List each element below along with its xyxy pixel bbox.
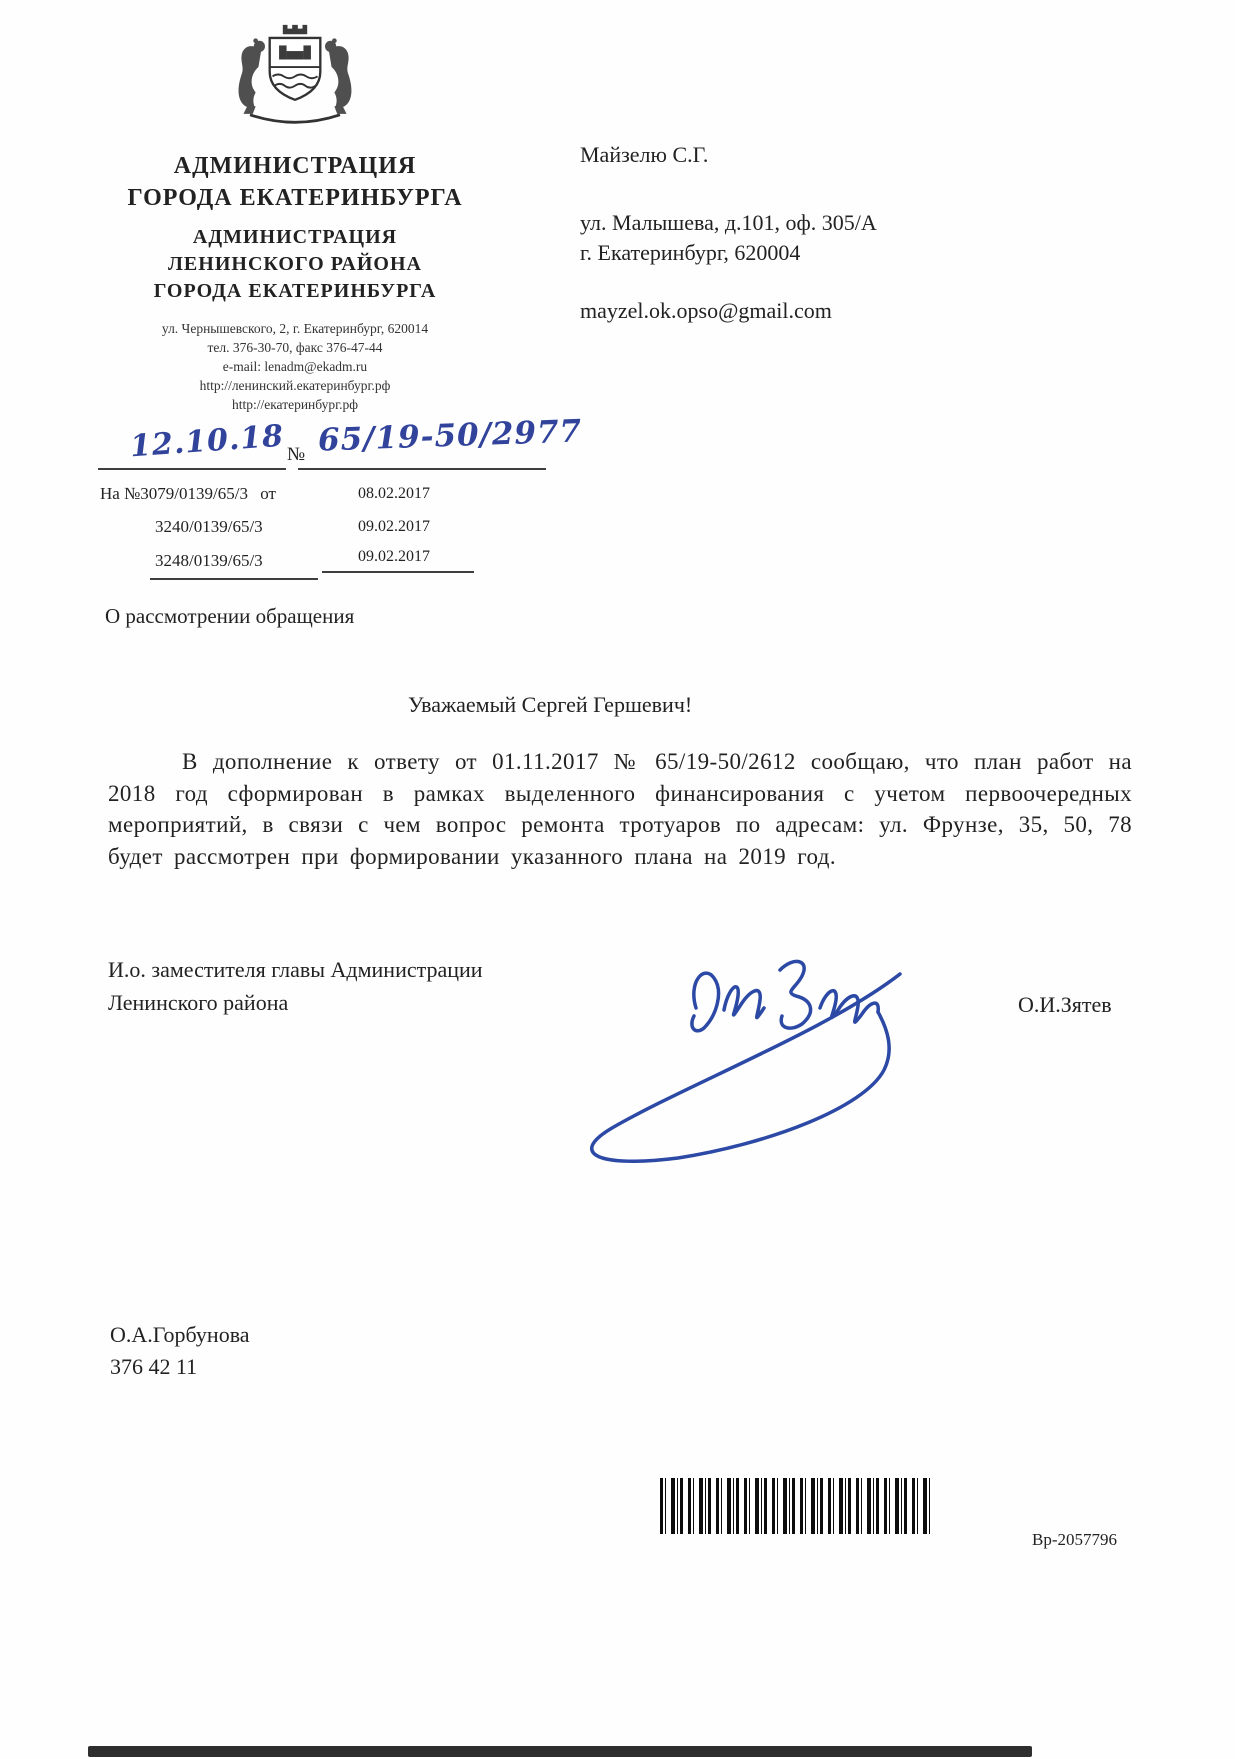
org-subtitle-line: ЛЕНИНСКОГО РАЙОНА — [168, 253, 422, 275]
in-reply-row — [100, 484, 276, 504]
org-email: e-mail: lenadm@ekadm.ru — [222, 359, 368, 374]
in-reply-label: На № — [100, 484, 141, 503]
barcode-label: Вр-2057796 — [1032, 1530, 1117, 1549]
recipient-address-line1: ул. Малышева, д.101, оф. 305/А — [580, 210, 877, 235]
signer-position-line1: И.о. заместителя главы Администрации — [108, 957, 483, 982]
ot-label: от — [260, 484, 276, 503]
crown-icon — [283, 25, 307, 34]
in-reply-date: 08.02.2017 — [358, 485, 430, 502]
barcode — [660, 1478, 932, 1534]
signer-position-line2: Ленинского района — [108, 990, 289, 1015]
salutation: Уважаемый Сергей Гершевич! — [408, 692, 693, 717]
in-reply-number: 3248/0139/65/3 — [155, 551, 263, 570]
number-sign-label: № — [287, 444, 306, 465]
in-reply-number: 3079/0139/65/3 — [140, 484, 248, 503]
org-subtitle-line: ГОРОДА ЕКАТЕРИНБУРГА — [153, 280, 437, 302]
recipient-address-line2: г. Екатеринбург, 620004 — [580, 240, 801, 265]
ref-underline — [298, 468, 546, 470]
org-subtitle-line: АДМИНИСТРАЦИЯ — [192, 226, 398, 248]
bear-supporter-right — [325, 38, 351, 113]
body-paragraph: В дополнение к ответу от 01.11.2017 № 65/19-50/2612 сообщаю, что план работ на 2018 год сформирован в рамках выделенного финансирования с учетом первоочередных мероприятий, в связи с чем вопрос ремонта тротуаров по адресам: ул. Фрунзе, 35, 50, 78 будет рассмотрен при формировании указанного плана на 2019 год. — [108, 749, 1132, 869]
org-website-district: http://ленинский.екатеринбург.рф — [199, 378, 391, 393]
subject-line: О рассмотрении обращения — [105, 604, 355, 628]
org-website-city: http://екатеринбург.рф — [231, 397, 359, 412]
org-title-line: АДМИНИСТРАЦИЯ — [173, 153, 417, 179]
recipient-name: Майзелю С.Г. — [580, 142, 709, 167]
org-title-line: ГОРОДА ЕКАТЕРИНБУРГА — [127, 185, 463, 211]
org-phone: тел. 376-30-70, факс 376-47-44 — [207, 340, 383, 355]
handwritten-date: 12.10.18 — [128, 418, 286, 465]
ref-underline — [150, 578, 318, 580]
executor-phone: 376 42 11 — [110, 1354, 198, 1379]
in-reply-date: 09.02.2017 — [358, 548, 430, 565]
bear-supporter-left — [239, 38, 265, 113]
handwritten-outgoing-number: 65/19-50/2977 — [317, 413, 583, 459]
org-address: ул. Чернышевского, 2, г. Екатеринбург, 620014 — [161, 321, 429, 336]
in-reply-date: 09.02.2017 — [358, 518, 430, 535]
ref-underline — [98, 468, 286, 470]
ribbon-icon — [250, 115, 340, 123]
in-reply-number: 3240/0139/65/3 — [155, 517, 263, 536]
scan-artifact-strip — [88, 1746, 1032, 1757]
coat-of-arms-emblem — [220, 18, 370, 131]
signer-name: О.И.Зятев — [1018, 992, 1112, 1017]
recipient-email: mayzel.ok.opso@gmail.com — [580, 298, 832, 323]
ref-underline — [322, 571, 474, 573]
letterhead — [90, 18, 500, 414]
executor-name: О.А.Горбунова — [110, 1322, 250, 1347]
signature-handwriting — [528, 912, 928, 1172]
